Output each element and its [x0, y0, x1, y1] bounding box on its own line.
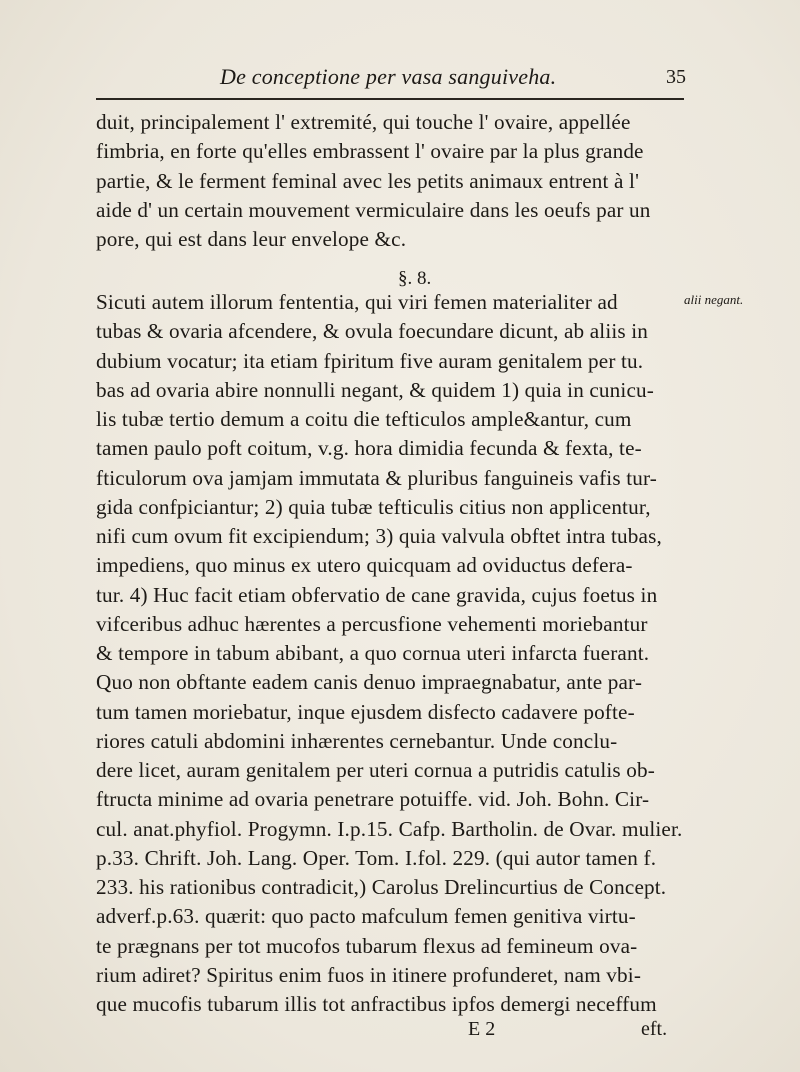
text-line: duit, principalement l' extremité, qui touche l' ovaire, appellée	[96, 110, 631, 134]
text-line: nifi cum ovum fit excipiendum; 3) quia valvula obftet intra tubas,	[96, 524, 662, 549]
margin-note: alii negant.	[684, 292, 744, 308]
catchword: eft.	[641, 1018, 668, 1040]
text-line: ftructa minime ad ovaria penetrare potuiffe. vid. Joh. Bohn. Cir-	[96, 787, 650, 812]
text-line: & tempore in tabum abibant, a quo cornua uteri infarcta fuerant.	[96, 641, 650, 666]
text-line: tur. 4) Huc facit etiam obfervatio de cane gravida, cujus foetus in	[96, 582, 658, 607]
text-line: que mucofis tubarum illis tot anfractibus ipfos demergi neceffum	[96, 992, 657, 1016]
text-line: vifceribus adhuc hærentes a percusfione vehementi moriebantur	[96, 611, 648, 636]
text-line: cul. anat.phyfiol. Progymn. I.p.15. Cafp. Bartholin. de Ovar. mulier.	[96, 816, 683, 841]
signature-mark: E 2	[468, 1018, 496, 1040]
text-line: fticulorum ova jamjam immutata & pluribus fanguineis vafis tur-	[96, 465, 657, 490]
text-line: adverf.p.63. quærit: quo pacto mafculum femen genitiva virtu-	[96, 904, 636, 929]
text-line: p.33. Chrift. Joh. Lang. Oper. Tom. I.fol. 229. (qui autor tamen f.	[96, 845, 657, 870]
text-line: impediens, quo minus ex utero quicquam ad oviductus defera-	[96, 553, 633, 578]
text-line: 233. his rationibus contradicit,) Carolus Drelincurtius de Concept.	[96, 875, 667, 899]
text-line: riores catuli abdomini inhærentes cernebantur. Unde conclu-	[96, 728, 618, 753]
text-line: lis tubæ tertio demum a coitu die tefticulos ample&antur, cum	[96, 407, 632, 432]
text-line: aide d' un certain mouvement vermiculaire dans les oeufs par un	[96, 197, 651, 222]
page-number: 35	[666, 66, 686, 88]
text-line: pore, qui est dans leur envelope &c.	[96, 227, 407, 251]
text-line: fimbria, en forte qu'elles embrassent l' ovaire par la plus grande	[96, 139, 644, 164]
text-line: tubas & ovaria afcendere, & ovula foecundare dicunt, ab aliis in	[96, 319, 649, 344]
header-rule	[96, 98, 684, 100]
text-line: rium adiret? Spiritus enim fuos in itinere profunderet, nam vbi-	[96, 962, 642, 987]
text-line: tum tamen moriebatur, inque ejusdem disfecto cadavere pofte-	[96, 699, 635, 724]
text-line: Sicuti autem illorum fententia, qui viri femen materialiter ad	[96, 290, 618, 315]
text-line: te prægnans per tot mucofos tubarum flexus ad femineum ova-	[96, 933, 638, 958]
text-line: bas ad ovaria abire nonnulli negant, & quidem 1) quia in cunicu-	[96, 377, 654, 402]
running-title: De conceptione per vasa sanguiveha.	[220, 64, 557, 89]
text-line: dere licet, auram genitalem per uteri cornua a putridis catulis ob-	[96, 758, 655, 783]
section-heading: §. 8.	[398, 268, 432, 290]
text-line: Quo non obftante eadem canis denuo impraegnabatur, ante par-	[96, 670, 643, 695]
text-line: tamen paulo poft coitum, v.g. hora dimidia fecunda & fexta, te-	[96, 436, 642, 461]
text-line: partie, & le ferment feminal avec les petits animaux entrent à l'	[96, 168, 640, 193]
text-line: gida confpiciantur; 2) quia tubæ tefticulis citius non applicentur,	[96, 494, 651, 519]
text-line: dubium vocatur; ita etiam fpiritum five auram genitalem per tu.	[96, 348, 644, 373]
